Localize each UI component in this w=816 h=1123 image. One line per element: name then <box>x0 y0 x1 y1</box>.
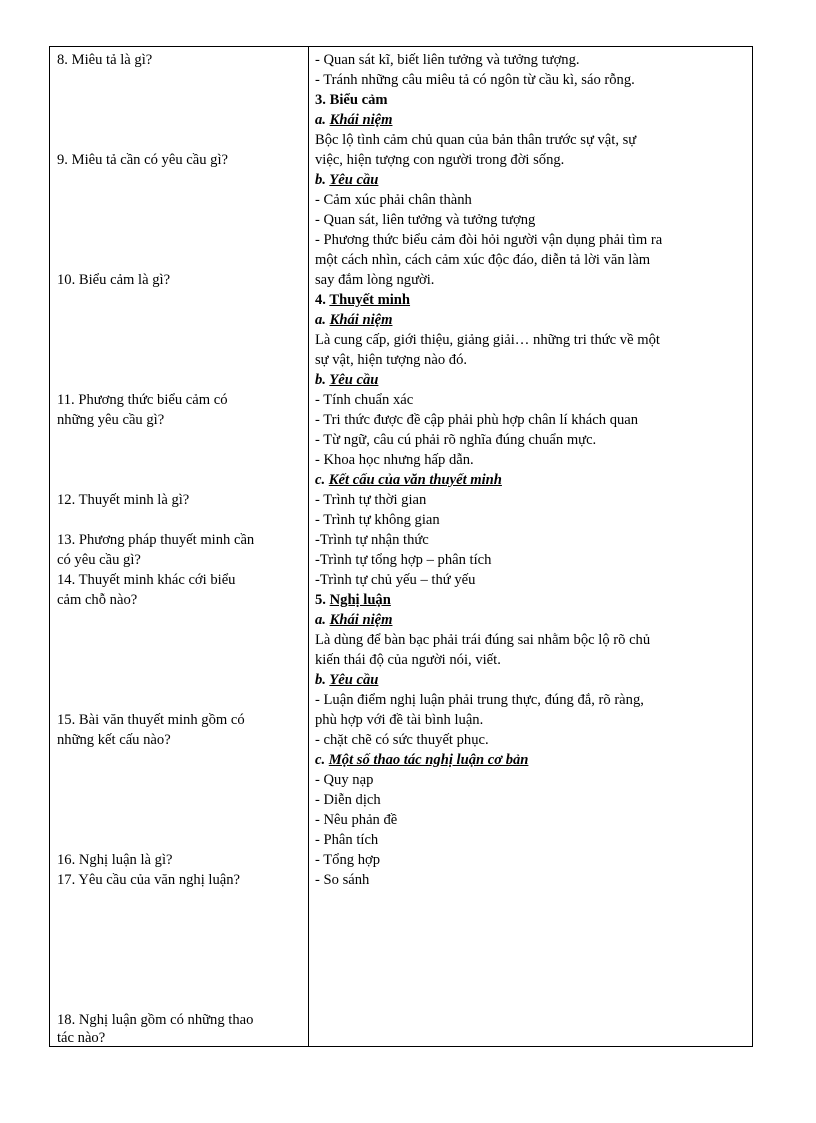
question-13-line2: có yêu cầu gì? <box>57 552 141 568</box>
column-divider <box>308 47 309 1046</box>
question-15-line1: 15. Bài văn thuyết minh gồm có <box>57 712 245 728</box>
answer-line: - Tính chuẩn xác <box>315 392 414 408</box>
answer-line: -Trình tự tổng hợp – phân tích <box>315 552 492 568</box>
answer-line: - chặt chẽ có sức thuyết phục. <box>315 732 489 748</box>
answer-line: - Trình tự không gian <box>315 512 440 528</box>
answer-line: - Diễn dịch <box>315 792 381 808</box>
answer-line: - Trình tự thời gian <box>315 492 427 508</box>
question-11-line2: những yêu cầu gì? <box>57 412 165 428</box>
subheading-yeu-cau: b. Yêu cầu <box>315 672 379 688</box>
answer-line: -Trình tự chủ yếu – thứ yếu <box>315 572 476 588</box>
question-14-line2: cảm chỗ nào? <box>57 592 138 608</box>
question-14-line1: 14. Thuyết minh khác cới biểu <box>57 572 236 588</box>
answer-line: - Luận điểm nghị luận phải trung thực, đúng đắ, rõ ràng, <box>315 692 644 708</box>
subheading-yeu-cau: b. Yêu cầu <box>315 372 379 388</box>
answer-line: - Quan sát kĩ, biết liên tưởng và tưởng tượng. <box>315 52 580 68</box>
answer-line: - Cảm xúc phải chân thành <box>315 192 472 208</box>
answer-line: - Từ ngữ, câu cú phải rõ nghĩa đúng chuẩn mực. <box>315 432 597 448</box>
question-12: 12. Thuyết minh là gì? <box>57 492 190 508</box>
section-heading-4: 4. Thuyết minh <box>315 292 411 308</box>
answer-line: say đắm lòng người. <box>315 272 435 288</box>
answer-line: Là dùng để bàn bạc phải trái đúng sai nhằm bộc lộ rõ chủ <box>315 632 651 648</box>
qa-table <box>49 46 753 1047</box>
subheading-khai-niem: a. Khái niệm <box>315 312 393 328</box>
answer-line: kiến thái độ của người nói, viết. <box>315 652 501 668</box>
answer-line: sự vật, hiện tượng nào đó. <box>315 352 468 368</box>
answer-line: - Phân tích <box>315 832 379 848</box>
answer-line: - Quan sát, liên tưởng và tưởng tượng <box>315 212 536 228</box>
answer-line: - Phương thức biểu cảm đòi hỏi người vận dụng phải tìm ra <box>315 232 663 248</box>
answer-line: một cách nhìn, cách cảm xúc độc đáo, diễn tả lời văn làm <box>315 252 651 268</box>
subheading-ket-cau: c. Kết cấu của văn thuyết minh <box>315 472 502 488</box>
question-18-line2: tác nào? <box>57 1030 106 1046</box>
question-17: 17. Yêu cầu của văn nghị luận? <box>57 872 241 888</box>
answer-line: -Trình tự nhận thức <box>315 532 429 548</box>
question-9: 9. Miêu tả cần có yêu cầu gì? <box>57 152 228 168</box>
answer-line: - Tổng hợp <box>315 852 381 868</box>
subheading-yeu-cau: b. Yêu cầu <box>315 172 379 188</box>
answer-line: - Nêu phản đề <box>315 812 398 828</box>
question-8: 8. Miêu tả là gì? <box>57 52 153 68</box>
subheading-khai-niem: a. Khái niệm <box>315 612 393 628</box>
answer-line: việc, hiện tượng con người trong đời sống. <box>315 152 565 168</box>
subheading-thao-tac: c. Một số thao tác nghị luận cơ bản <box>315 752 529 768</box>
question-15-line2: những kết cấu nào? <box>57 732 171 748</box>
answer-line: - Tránh những câu miêu tả có ngôn từ cầu kì, sáo rỗng. <box>315 72 635 88</box>
answer-line: Là cung cấp, giới thiệu, giảng giải… những tri thức về một <box>315 332 660 348</box>
question-10: 10. Biểu cảm là gì? <box>57 272 171 288</box>
question-13-line1: 13. Phương pháp thuyết minh cần <box>57 532 255 548</box>
answer-line: - Tri thức được đề cập phải phù hợp chân lí khách quan <box>315 412 639 428</box>
question-11-line1: 11. Phương thức biểu cảm có <box>57 392 228 408</box>
answer-line: - Khoa học nhưng hấp dẫn. <box>315 452 474 468</box>
subheading-khai-niem: a. Khái niệm <box>315 112 393 128</box>
answer-line: - So sánh <box>315 872 370 888</box>
question-18-line1: 18. Nghị luận gồm có những thao <box>57 1012 254 1028</box>
answer-line: - Quy nạp <box>315 772 374 788</box>
answer-line: Bộc lộ tình cảm chủ quan của bản thân trước sự vật, sự <box>315 132 637 148</box>
answer-line: phù hợp với đề tài bình luận. <box>315 712 484 728</box>
section-heading-3: 3. Biểu cảm <box>315 92 388 108</box>
question-16: 16. Nghị luận là gì? <box>57 852 173 868</box>
section-heading-5: 5. Nghị luận <box>315 592 391 608</box>
